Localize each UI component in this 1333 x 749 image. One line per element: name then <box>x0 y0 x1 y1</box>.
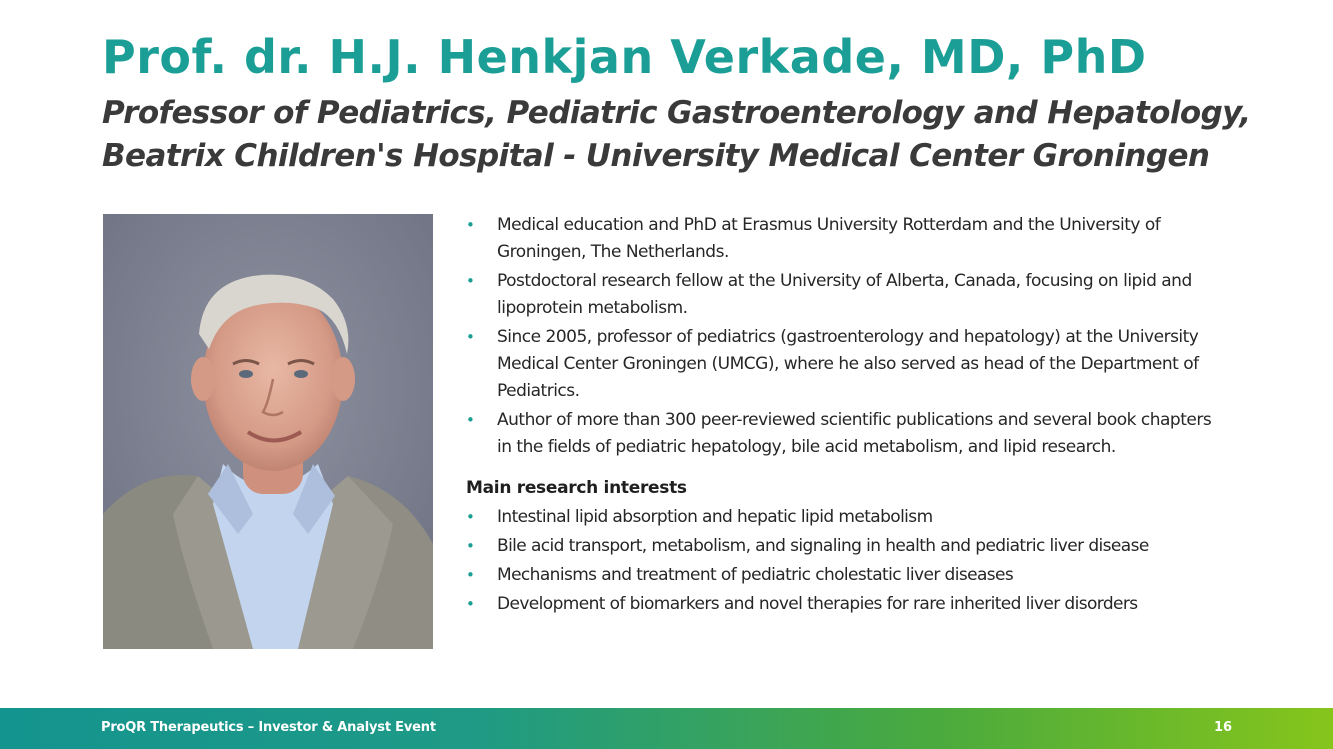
bio-item: • Postdoctoral research fellow at the University of Alberta, Canada, focusing on lipid and lipoprotein metabolism. <box>466 268 1226 322</box>
interest-item: • Development of biomarkers and novel therapies for rare inherited liver disorders <box>466 590 1226 619</box>
interest-item: • Mechanisms and treatment of pediatric cholestatic liver diseases <box>466 561 1226 590</box>
bio-item: • Medical education and PhD at Erasmus University Rotterdam and the University of Groningen, The Netherlands. <box>466 212 1226 266</box>
interest-item: • Bile acid transport, metabolism, and signaling in health and pediatric liver disease <box>466 532 1226 561</box>
bio-item: • Author of more than 300 peer-reviewed scientific publications and several book chapters in the fields of pediatric hepatology, bile acid metabolism, and lipid research. <box>466 407 1226 461</box>
footer-event-name: ProQR Therapeutics – Investor & Analyst Event <box>101 720 436 735</box>
bio-item: • Since 2005, professor of pediatrics (gastroenterology and hepatology) at the University Medical Center Groningen (UMCG), where he also served as head of the Department of Pediatrics. <box>466 324 1226 405</box>
slide-title: Prof. dr. H.J. Henkjan Verkade, MD, PhD <box>102 30 1147 84</box>
page-number: 16 <box>1214 720 1233 735</box>
portrait-illustration <box>103 214 433 649</box>
interests-list <box>466 503 1226 619</box>
bio-list <box>466 212 1226 461</box>
interests-heading: Main research interests <box>466 478 687 498</box>
interest-item: • Intestinal lipid absorption and hepatic lipid metabolism <box>466 503 1226 532</box>
content-column <box>466 212 1226 619</box>
subtitle-line-1: Professor of Pediatrics, Pediatric Gastroenterology and Hepatology, <box>102 95 1251 131</box>
portrait-photo <box>103 214 433 649</box>
subtitle-line-2: Beatrix Children's Hospital - University Medical Center Groningen <box>102 138 1210 174</box>
footer-bar <box>0 708 1333 749</box>
slide-subtitle <box>102 92 1251 178</box>
